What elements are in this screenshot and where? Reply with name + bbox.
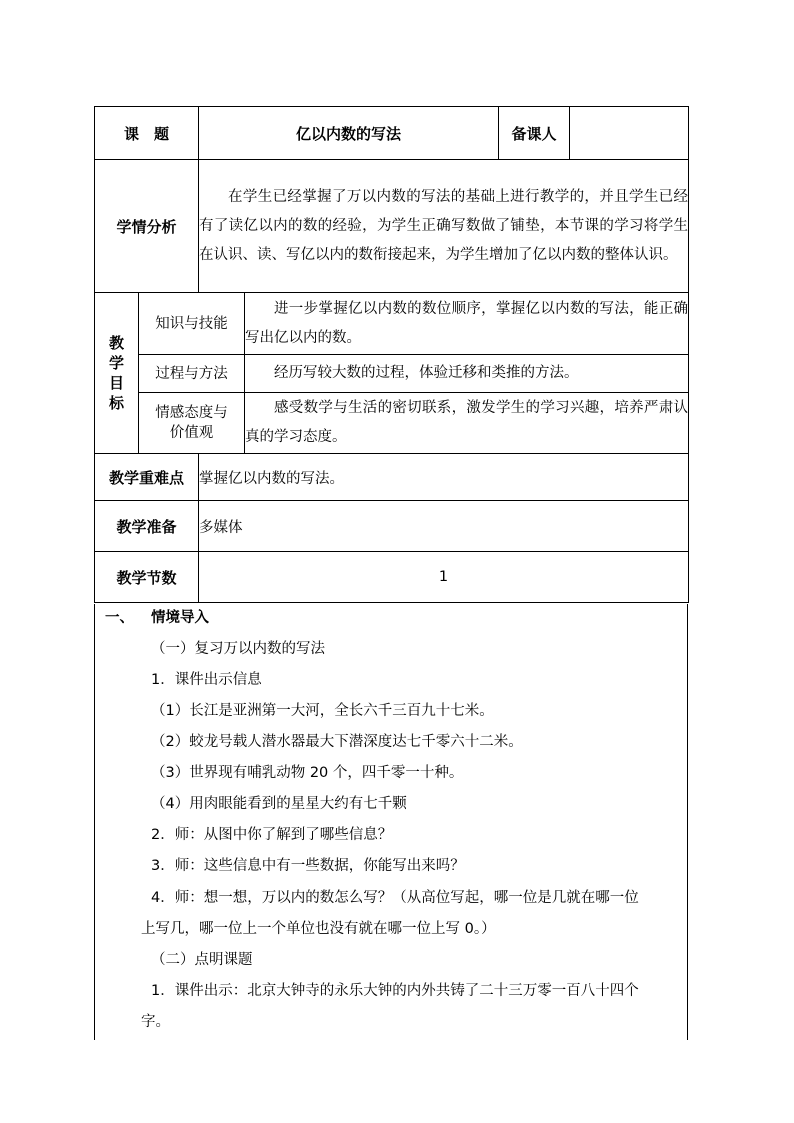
goal-label-attitude bbox=[139, 393, 245, 454]
goal-text-knowledge: 进一步掌握亿以内数的数位顺序，掌握亿以内数的写法，能正确写出亿以内的数。 bbox=[245, 293, 689, 355]
goals-label bbox=[95, 293, 139, 454]
topic-value: 亿以内数的写法 bbox=[199, 107, 499, 160]
lesson-content bbox=[94, 604, 688, 1040]
prep-label: 教学准备 bbox=[95, 501, 199, 552]
list-item-continued: 字。 bbox=[141, 1014, 170, 1030]
lesson-plan-page bbox=[94, 106, 688, 603]
info-item: （3）世界现有哺乳动物 20 个，四千零一十种。 bbox=[151, 765, 464, 781]
lesson-plan-table bbox=[94, 106, 689, 603]
goal-row-knowledge bbox=[95, 293, 689, 355]
goal-label-process: 过程与方法 bbox=[139, 355, 245, 393]
goal-row-attitude bbox=[95, 393, 689, 454]
goals-label-char: 教 bbox=[108, 334, 124, 352]
part-heading: （一）复习万以内数的写法 bbox=[151, 641, 325, 657]
prep-row bbox=[95, 501, 689, 552]
goal-text-attitude: 感受数学与生活的密切联系，激发学生的学习兴趣，培养严肃认真的学习态度。 bbox=[245, 393, 689, 454]
header-row bbox=[95, 107, 689, 160]
info-item: （1）长江是亚洲第一大河，全长六千三百九十七米。 bbox=[151, 703, 494, 719]
section-number: 一、 bbox=[105, 610, 134, 626]
analysis-row bbox=[95, 160, 689, 293]
periods-label: 教学节数 bbox=[95, 552, 199, 603]
section-title: 情境导入 bbox=[151, 610, 209, 626]
analysis-text: 在学生已经掌握了万以内数的写法的基础上进行教学的，并且学生已经有了读亿以内的数的经验，为学生正确写数做了铺垫，本节课的学习将学生在认识、读、写亿以内的数衔接起来，为学生增加了亿以内数的整体认识。 bbox=[199, 160, 689, 293]
key-points-row bbox=[95, 454, 689, 501]
preparer-label: 备课人 bbox=[499, 107, 570, 160]
preparer-value bbox=[570, 107, 689, 160]
goal-label-knowledge: 知识与技能 bbox=[139, 293, 245, 355]
goals-label-char: 目 bbox=[108, 374, 124, 392]
goal-text-process: 经历写较大数的过程，体验迁移和类推的方法。 bbox=[245, 355, 689, 393]
analysis-label: 学情分析 bbox=[95, 160, 199, 293]
periods-row bbox=[95, 552, 689, 603]
goal-row-process bbox=[95, 355, 689, 393]
topic-label: 课 题 bbox=[95, 107, 199, 160]
part-heading: （二）点明课题 bbox=[151, 952, 253, 968]
prep-value: 多媒体 bbox=[199, 501, 689, 552]
info-item: （4）用肉眼能看到的星星大约有七千颗 bbox=[151, 796, 407, 812]
list-item: 1．课件出示：北京大钟寺的永乐大钟的内外共铸了二十三万零一百八十四个 bbox=[151, 983, 639, 999]
list-item: 2．师：从图中你了解到了哪些信息？ bbox=[151, 827, 393, 843]
periods-value: 1 bbox=[199, 552, 689, 603]
goal-label-attitude-line1: 情感态度与 bbox=[155, 405, 228, 421]
key-points-label: 教学重难点 bbox=[95, 454, 199, 501]
list-item: 1．课件出示信息 bbox=[151, 672, 262, 688]
goal-label-attitude-line2: 价值观 bbox=[169, 425, 214, 441]
list-item-continued: 上写几，哪一位上一个单位也没有就在哪一位上写 0。） bbox=[141, 921, 496, 937]
info-item: （2）蛟龙号载人潜水器最大下潜深度达七千零六十二米。 bbox=[151, 734, 523, 750]
goals-label-char: 学 bbox=[108, 354, 124, 372]
list-item: 4．师：想一想，万以内的数怎么写？（从高位写起，哪一位是几就在哪一位 bbox=[151, 890, 639, 906]
goals-label-char: 标 bbox=[108, 394, 124, 412]
list-item: 3．师：这些信息中有一些数据，你能写出来吗？ bbox=[151, 858, 465, 874]
key-points-value: 掌握亿以内数的写法。 bbox=[199, 454, 689, 501]
